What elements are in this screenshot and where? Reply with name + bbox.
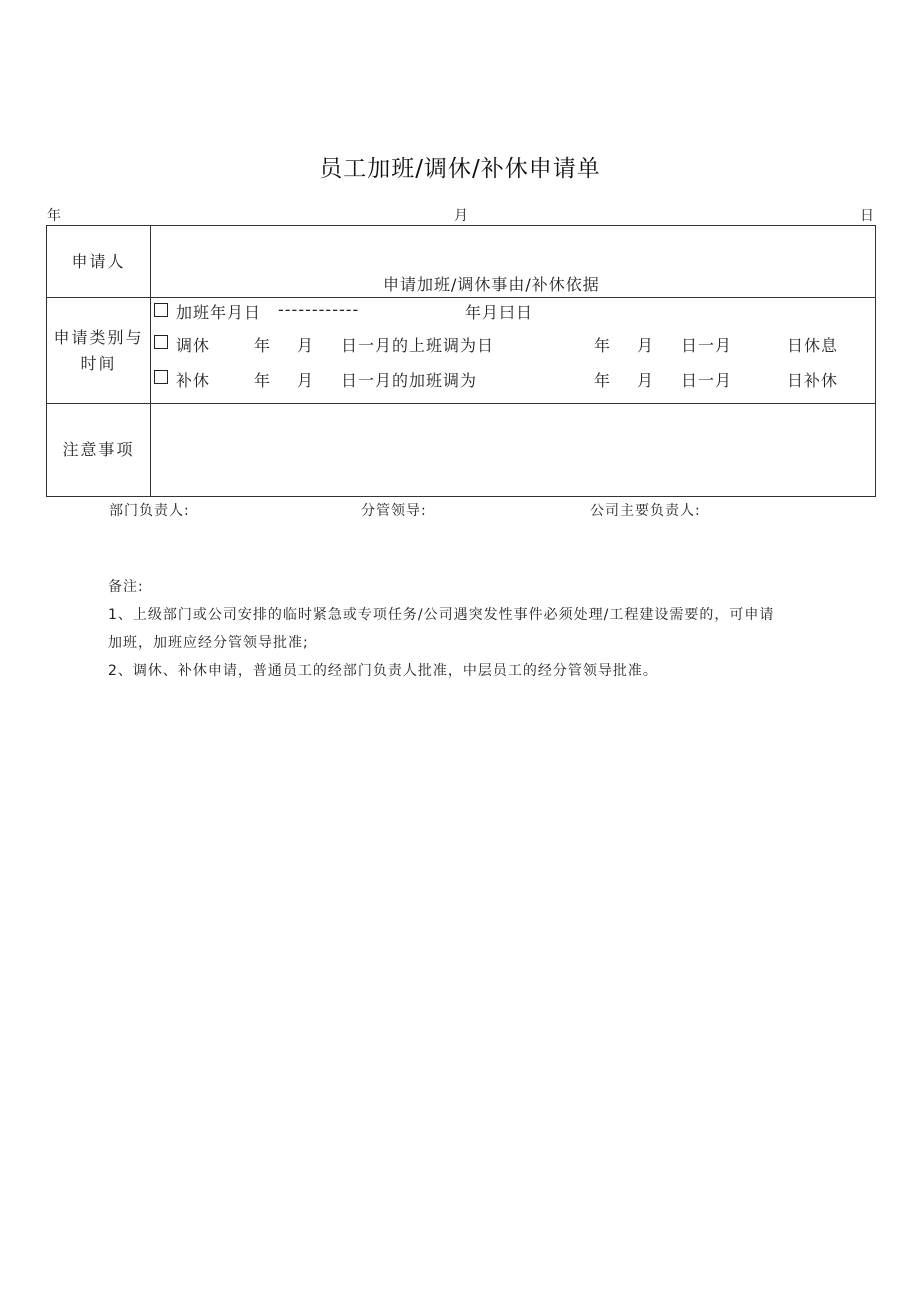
compensatory-from-year: 年 [254,336,272,355]
compensatory-to-day: 日一月 [681,336,733,355]
reason-heading: 申请加班/调休事由/补休依据 [383,275,600,294]
makeup-line [151,360,875,395]
type-label-line1: 申请类别与 [53,327,144,347]
compensatory-from-month: 月 [297,336,315,355]
type-row [47,298,876,404]
makeup-checkbox[interactable] [154,370,168,384]
type-label-line2: 时间 [80,353,117,373]
applicant-cell[interactable] [151,226,876,298]
compensatory-line [151,325,875,360]
applicant-row [47,226,876,298]
compensatory-checkbox[interactable] [154,335,168,349]
overtime-label: 加班年月日 [176,303,262,322]
makeup-from-day: 日一月的加班调为 [341,371,478,390]
type-cell [151,298,876,404]
makeup-to-month: 月 [637,371,655,390]
makeup-to-year: 年 [594,371,612,390]
form-title: 员工加班/调休/补休申请单 [319,156,601,182]
applicant-label: 申请人 [47,226,151,298]
remarks-item-1-line-2: 加班，加班应经分管领导批准; [108,635,309,651]
compensatory-label: 调休 [176,336,211,355]
compensatory-from-day: 日一月的上班调为日 [341,336,495,355]
remarks-heading: 备注: [108,579,144,595]
compensatory-end: 日休息 [787,336,839,355]
date-year-label: 年 [47,208,61,224]
makeup-to-day: 日一月 [681,371,733,390]
date-month-label: 月 [454,208,468,224]
makeup-end: 日补休 [787,371,839,390]
overtime-line [151,298,875,325]
overtime-checkbox[interactable] [154,303,168,317]
department-head-signoff: 部门负责人: [109,503,190,519]
compensatory-to-year: 年 [594,336,612,355]
supervising-leader-signoff: 分管领导: [361,503,427,519]
notes-cell[interactable] [151,404,876,497]
remarks-section [108,573,868,685]
overtime-dashes: ------------ [278,300,360,319]
date-day-label: 日 [860,208,874,224]
overtime-end: 年月曰日 [465,303,534,322]
compensatory-to-month: 月 [637,336,655,355]
makeup-from-month: 月 [297,371,315,390]
application-form-table [46,225,876,497]
company-head-signoff: 公司主要负责人: [590,503,701,519]
remarks-item-1-line-1: 1、上级部门或公司安排的临时紧急或专项任务/公司遇突发性事件必须处理/工程建设需要的，可申请 [108,607,775,623]
remarks-item-2: 2、调休、补休申请，普通员工的经部门负责人批准，中层员工的经分管领导批准。 [108,663,658,679]
makeup-from-year: 年 [254,371,272,390]
type-label [47,298,151,404]
notes-row [47,404,876,497]
notes-label: 注意事项 [47,404,151,497]
makeup-label: 补休 [176,371,211,390]
